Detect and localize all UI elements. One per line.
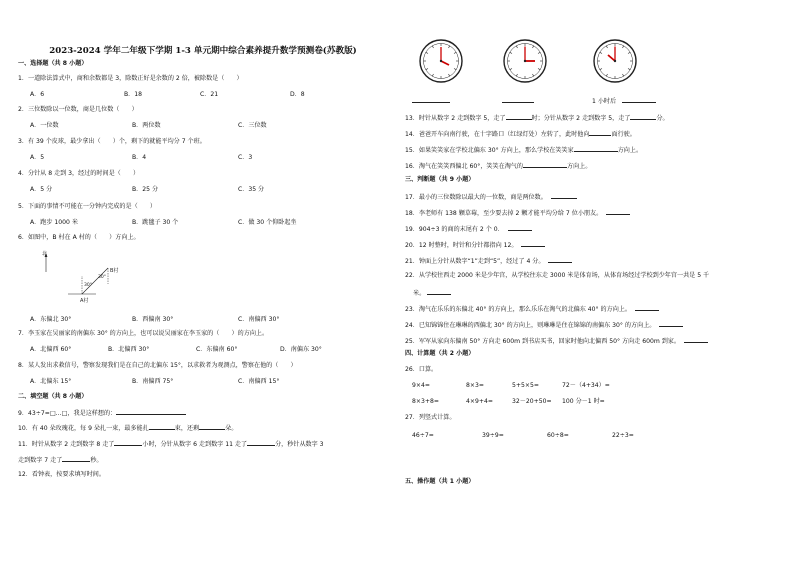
question-13	[405, 113, 669, 123]
question-11	[18, 439, 324, 449]
path-line	[82, 268, 108, 294]
question-1: 1．一道除法算式中，商和余数都是 3，除数正好是余数的 2 倍，被除数是（ ）	[18, 75, 243, 82]
question-14-text: 面行驶。	[611, 131, 636, 138]
calc-item: 8×3+8=	[412, 398, 439, 405]
question-22-cont	[413, 288, 451, 298]
section-heading: 三、判断题（共 9 小题）	[405, 176, 475, 183]
clock-caption: 1 小时后	[592, 98, 617, 105]
question-2: 2．三位数除以一位数，商是几位数（ ）	[18, 106, 138, 113]
answer-blank[interactable]	[548, 256, 572, 263]
answer-blank[interactable]	[412, 101, 450, 103]
direction-diagram	[40, 250, 120, 308]
answer-blank[interactable]	[659, 320, 683, 327]
question-11-text: 小时，分针从数字 6 走到数字 11 走了	[142, 441, 248, 448]
option: A．跑步 1000 米	[30, 219, 78, 226]
question-6: 6．如图中，B 村在 A 村的（ ）方向上。	[18, 234, 140, 241]
question-21	[405, 256, 572, 266]
calc-item: 9×4=	[412, 382, 430, 389]
question-15-text: 15．如果笑笑家在学校北偏东 30° 方向上，那么学校在笑笑家	[405, 147, 574, 154]
vertical-calc-item: 46÷7=	[412, 432, 434, 439]
option: D．南偏东 30°	[280, 346, 322, 353]
answer-blank[interactable]	[684, 336, 708, 343]
clock-face	[418, 38, 464, 84]
question-22: 22．从学校往西走 2000 米是少年宫，从学校往东走 3000 米是体育场，从体育场经过学校到少年宫一共是 5 千	[405, 272, 710, 279]
option: B．南偏西 75°	[132, 378, 174, 385]
question-20	[405, 240, 545, 250]
answer-blank[interactable]	[114, 439, 142, 446]
question-10	[18, 423, 237, 433]
answer-blank[interactable]	[149, 423, 175, 430]
option: B．两位数	[132, 122, 161, 129]
answer-blank[interactable]	[622, 101, 656, 103]
calc-item: 100 分－1 时=	[562, 398, 605, 405]
vertical-calc-item: 39÷9=	[482, 432, 504, 439]
answer-blank[interactable]	[630, 113, 656, 120]
answer-blank[interactable]	[606, 208, 630, 215]
question-8: 8．某人发出求救信号，警察发现我们是在自己的北偏东 15°，以求救者为观测点，警察在他的（ ）	[18, 362, 297, 369]
option: C．35 分	[238, 186, 265, 193]
question-16	[405, 161, 591, 171]
question-20-text: 20．12 时整时，时针和分针都指向 12。	[405, 242, 518, 249]
question-11-text: 分，秒针从数字 3	[275, 441, 324, 448]
question-23-text: 23．淘气在乐乐的东偏北 40° 的方向上，那么乐乐在淘气的北偏东 40° 的方向上。	[405, 306, 632, 313]
question-18-text: 18．李老师有 138 颗草莓，至少要去掉 2 颗才能平均分给 7 位小朋友。	[405, 210, 603, 217]
question-16-text: 方向上。	[567, 163, 592, 170]
question-10-text: 束，还剩	[174, 425, 200, 432]
question-7: 7．李玉家在吴丽家的南偏东 30° 的方向上，也可以说吴丽家在李玉家的（ ）的方向上。	[18, 330, 269, 337]
question-21-text: 21．钟面上分针从数字“1”走到“5”，经过了 4 分。	[405, 258, 545, 265]
option: B．18	[124, 91, 143, 98]
clock-face	[592, 38, 638, 84]
answer-blank[interactable]	[523, 161, 567, 168]
a-label: A村	[80, 298, 89, 304]
answer-blank[interactable]	[589, 129, 611, 136]
question-11-text: 11．时针从数字 2 走到数字 8 走了	[18, 441, 115, 448]
question-18	[405, 208, 630, 218]
question-14-text: 14．爸爸开车向南行驶，在十字路口（红绿灯处）左转了，此时他向	[405, 131, 590, 138]
answer-blank[interactable]	[508, 224, 532, 231]
option: C．东偏南 60°	[196, 346, 238, 353]
question-19	[405, 224, 532, 234]
question-4: 4．分针从 8 走到 3，经过的时间是（ ）	[18, 170, 140, 177]
question-27: 27．列竖式计算。	[405, 414, 456, 421]
question-25-text: 25．军军从家向东偏南 50° 方向走 600m 到书店买书，回家时他向北偏西 50° 方向走 600m 到家。	[405, 338, 680, 345]
angle-label: 30°	[98, 275, 106, 280]
question-11-text: 走到数字 7 走了	[18, 457, 63, 464]
answer-blank[interactable]	[506, 113, 532, 120]
option: B．25 分	[132, 186, 159, 193]
question-23	[405, 304, 659, 314]
answer-blank[interactable]	[427, 288, 451, 295]
option: B．跳毽子 30 个	[132, 219, 179, 226]
question-5: 5．下面的事情不可能在一分钟内完成的是（ ）	[18, 203, 156, 210]
calc-item: 4×9+4=	[466, 398, 493, 405]
question-16-text: 16．淘气在笑笑西偏北 60°，笑笑在淘气的	[405, 163, 523, 170]
option: A．北偏东 15°	[30, 378, 72, 385]
option: B．北偏西 30°	[108, 346, 150, 353]
angle-label: 30°	[84, 283, 92, 288]
question-22-text: 米。	[413, 290, 426, 297]
question-15	[405, 145, 642, 155]
question-11-text: 秒。	[90, 457, 103, 464]
option: B．4	[132, 154, 147, 161]
question-9-text: 9．43÷7=□…□，我是这样想的：	[18, 410, 117, 417]
option: A．6	[30, 91, 45, 98]
section-heading: 四、计算题（共 2 小题）	[405, 350, 475, 357]
question-19-text: 19．904÷3 的商的末尾有 2 个 0．	[405, 226, 504, 233]
answer-blank[interactable]	[502, 101, 534, 103]
answer-blank[interactable]	[116, 408, 186, 415]
section-heading: 二、填空题（共 8 小题）	[18, 393, 88, 400]
option: C．南偏西 15°	[238, 378, 280, 385]
question-15-text: 方向上。	[617, 147, 643, 154]
answer-blank[interactable]	[635, 304, 659, 311]
answer-blank[interactable]	[574, 145, 618, 152]
question-10-text: 朵。	[225, 425, 238, 432]
answer-blank[interactable]	[62, 455, 90, 462]
question-26: 26．口算。	[405, 366, 438, 373]
question-24	[405, 320, 683, 330]
answer-blank[interactable]	[521, 240, 545, 247]
option: D．8	[290, 91, 305, 98]
section-heading: 五、操作题（共 1 小题）	[405, 478, 475, 485]
question-17-text: 17．最小的三位数除以最大的一位数，商是两位数。	[405, 194, 547, 201]
question-14	[405, 129, 636, 139]
answer-blank[interactable]	[551, 192, 577, 199]
north-label: 北	[42, 251, 48, 257]
option: C．做 30 个仰卧起坐	[238, 219, 297, 226]
calc-item: 72－（4+34）=	[562, 382, 610, 389]
question-17	[405, 192, 577, 202]
option: C．3	[238, 154, 253, 161]
answer-blank[interactable]	[247, 439, 275, 446]
question-11-cont	[18, 455, 103, 465]
clock-face	[502, 38, 548, 84]
option: C．三位数	[238, 122, 267, 129]
option: A．北偏西 60°	[30, 346, 72, 353]
question-13-text: 时；分针从数字 2 走到数字 5，走了	[531, 115, 631, 122]
vertical-calc-item: 22÷3=	[612, 432, 634, 439]
question-9	[18, 408, 186, 418]
b-label: B村	[110, 268, 119, 274]
question-10-text: 10．有 40 朵玫瑰花，每 9 朵扎一束，最多能扎	[18, 425, 149, 432]
question-13-text: 分。	[656, 115, 669, 122]
question-25	[405, 336, 708, 346]
option: C．21	[200, 91, 219, 98]
answer-blank[interactable]	[199, 423, 225, 430]
option: A．东偏北 30°	[30, 316, 72, 323]
option: B．西偏南 30°	[132, 316, 174, 323]
question-12: 12．看钟表，按要求填写时间。	[18, 471, 105, 478]
question-3: 3．有 39 个皮球，最少拿出（ ）个，剩下的就能平均分 7 个班。	[18, 138, 206, 145]
option: A．一位数	[30, 122, 59, 129]
question-13-text: 13．时针从数字 2 走到数字 5，走了	[405, 115, 506, 122]
option: C．南偏西 30°	[238, 316, 280, 323]
question-24-text: 24．已知锦锦住在琳琳的西偏北 30° 的方向上，则琳琳是住在锦锦的南偏东 30° 的方向上。	[405, 322, 656, 329]
page-title: 2023-2024 学年二年级下学期 1-3 单元期中综合素养提升数学预测卷(苏教版)	[49, 46, 357, 56]
option: A．5	[30, 154, 45, 161]
calc-item: 32－20+50=	[512, 398, 552, 405]
calc-item: 8×3=	[466, 382, 484, 389]
calc-item: 5+5×5=	[512, 382, 539, 389]
section-heading: 一、选择题（共 8 小题）	[18, 60, 88, 67]
option: A．5 分	[30, 186, 53, 193]
vertical-calc-item: 60÷8=	[547, 432, 569, 439]
